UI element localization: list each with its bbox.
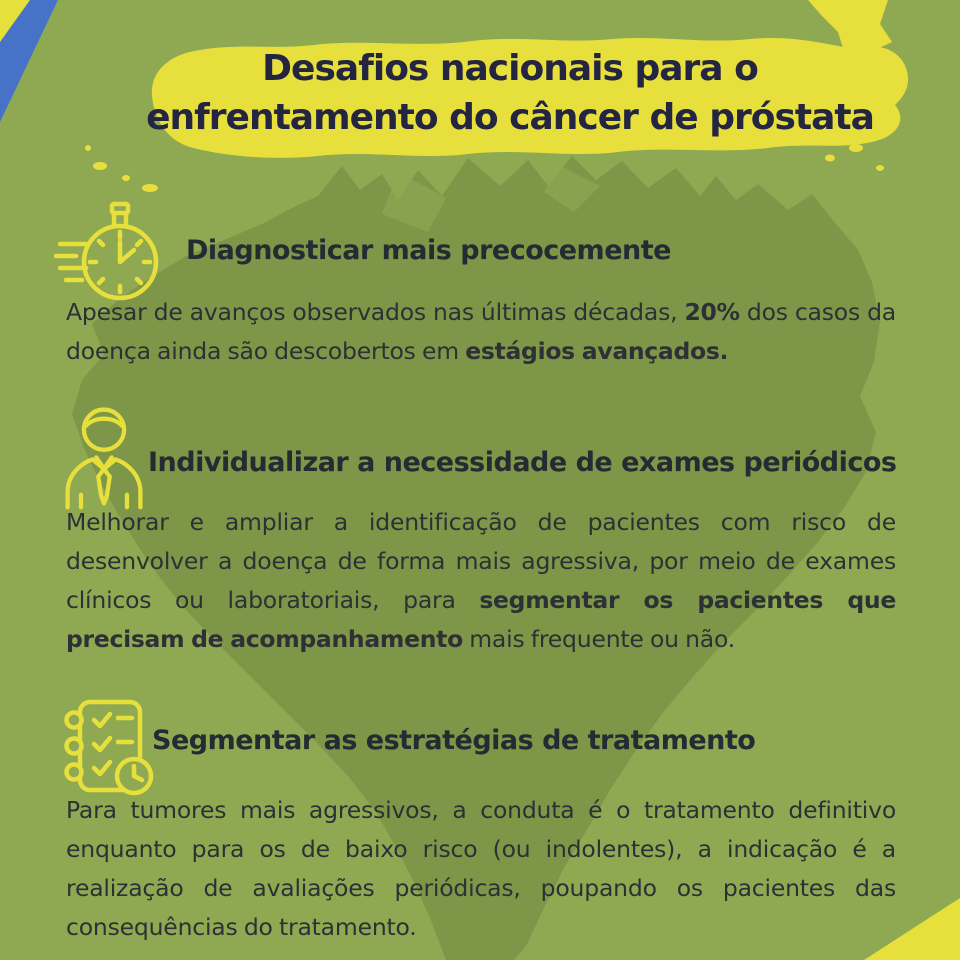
text-segment: Apesar de avanços observados nas últimas décadas, xyxy=(66,298,685,326)
section-heading-individualizar: Individualizar a necessidade de exames periódicos xyxy=(148,447,897,478)
text-segment: Para tumores mais agressivos, a conduta é o tratamento definitivo enquanto para os de baixo risco (ou indolentes), a indicação é a realização de avaliações periódicas, poupando os pacientes das consequências do tratamento. xyxy=(66,796,896,941)
section-heading-diagnosticar: Diagnosticar mais precocemente xyxy=(186,235,671,266)
checklist-clock-icon xyxy=(54,696,166,802)
section-heading-segmentar: Segmentar as estratégias de tratamento xyxy=(152,725,756,756)
page-title-line2: enfrentamento do câncer de próstata xyxy=(146,97,874,138)
text-segment-bold: segmentar os pacientes que precisam de acompanhamento xyxy=(66,586,896,653)
text-segment-bold: estágios avançados. xyxy=(465,337,729,365)
page-title xyxy=(90,44,930,142)
stopwatch-icon xyxy=(54,196,166,308)
text-segment: dos casos da doença ainda são descobertos em xyxy=(66,298,896,365)
doctor-icon xyxy=(56,400,152,513)
section-paragraph-segmentar xyxy=(66,791,896,947)
text-segment: mais frequente ou não. xyxy=(462,625,736,653)
text-segment-bold: 20% xyxy=(684,298,740,326)
text-segment: Melhorar e ampliar a identificação de pacientes com risco de desenvolver a doença de forma mais agressiva, por meio de exames clínicos ou laboratoriais, para xyxy=(66,508,896,614)
page-title-line1: Desafios nacionais para o xyxy=(262,48,758,89)
section-paragraph-individualizar xyxy=(66,503,896,659)
section-paragraph-diagnosticar xyxy=(66,293,896,371)
